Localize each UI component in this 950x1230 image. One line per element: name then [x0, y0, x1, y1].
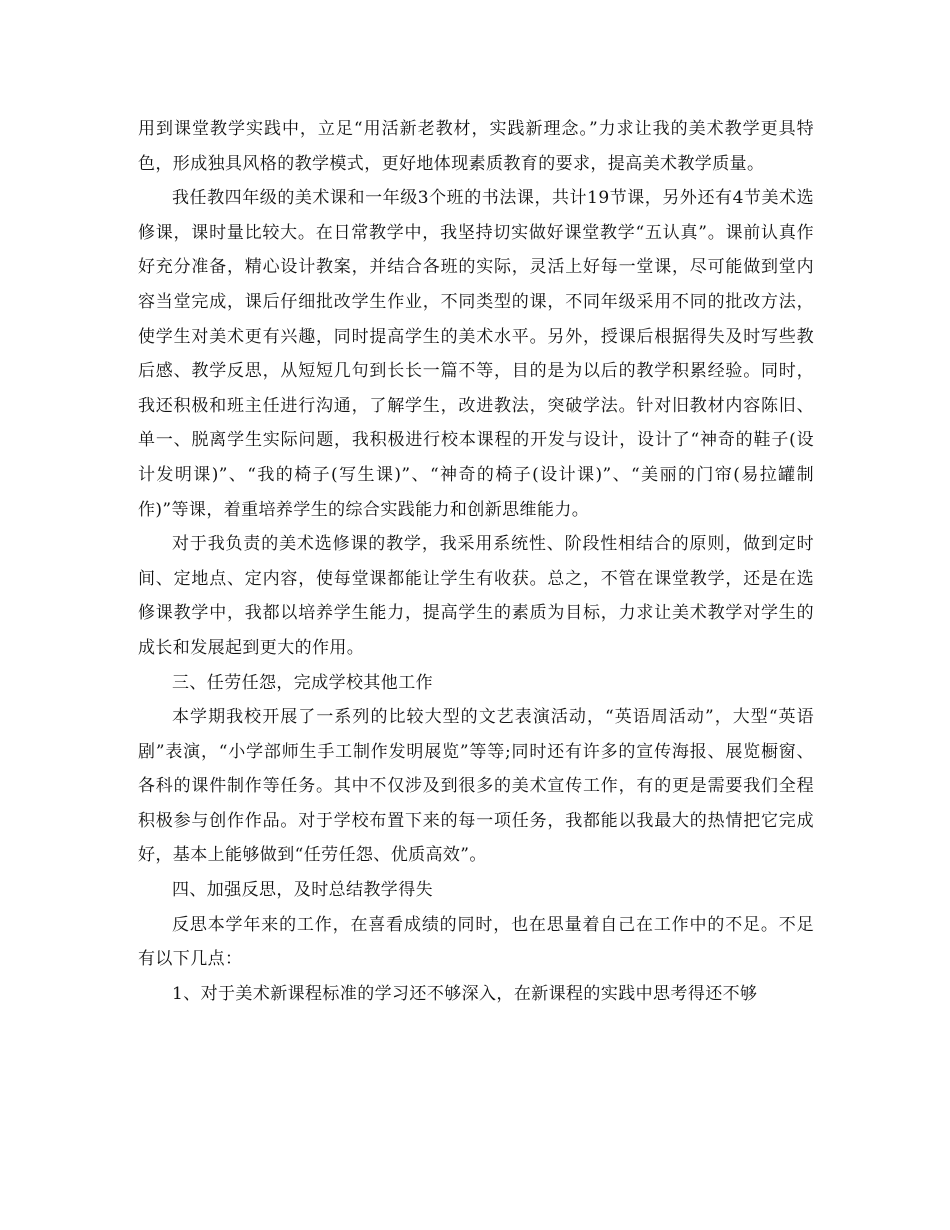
paragraph-elective-course: 对于我负责的美术选修课的教学，我采用系统性、阶段性相结合的原则，做到定时间、定地点、定内容，使每堂课都能让学生有收获。总之，不管在课堂教学，还是在选修课教学中，我都以培养学生能力，提高学生的素质为目标，力求让美术教学对学生的成长和发展起到更大的作用。 — [138, 534, 814, 658]
list-item-one: 1、对于美术新课程标准的学习还不够深入，在新课程的实践中思考得还不够 — [172, 983, 758, 1004]
paragraph-teaching-practice: 我任教四年级的美术课和一年级3个班的书法课，共计19节课，另外还有4节美术选修课，课时量比较大。在日常教学中，我坚持切实做好课堂教学“五认真”。课前认真作好充分准备，精心设计教案，并结合各班的实际，灵活上好每一堂课，尽可能做到堂内容当堂完成，课后仔细批改学生作业，不同类型的课，不同年级采用不同的批改方法，使学生对美术更有兴趣，同时提高学生的美术水平。另外，授课后根据得失及时写些教后感、教学反思，从短短几句到长长一篇不等，目的是为以后的教学积累经验。同时，我还积极和班主任进行沟通，了解学生，改进教法，突破学法。针对旧教材内容陈旧、单一、脱离学生实际问题，我积极进行校本课程的开发与设计，设计了“神奇的鞋子(设计发明课)”、“我的椅子(写生课)”、“神奇的椅子(设计课)”、“美丽的门帘(易拉罐制作)”等课，着重培养学生的综合实践能力和创新思维能力。 — [138, 188, 814, 520]
section-heading-three: 三、任劳任怨，完成学校其他工作 — [172, 672, 433, 693]
paragraph-reflection: 反思本学年来的工作，在喜看成绩的同时，也在思量着自己在工作中的不足。不足有以下几点： — [138, 914, 814, 970]
document-body — [138, 112, 814, 1011]
paragraph-continuation: 用到课堂教学实践中，立足“用活新老教材，实践新理念。”力求让我的美术教学更具特色，形成独具风格的教学模式，更好地体现素质教育的要求，提高美术教学质量。 — [138, 119, 814, 174]
section-heading-four: 四、加强反思，及时总结教学得失 — [172, 880, 433, 901]
paragraph-school-activities: 本学期我校开展了一系列的比较大型的文艺表演活动，“英语周活动”，大型“英语剧”表演，“小学部师生手工制作发明展览”等等;同时还有许多的宣传海报、展览橱窗、各科的课件制作等任务。其中不仅涉及到很多的美术宣传工作，有的更是需要我们全程积极参与创作作品。对于学校布置下来的每一项任务，我都能以我最大的热情把它完成好，基本上能够做到“任劳任怨、优质高效”。 — [138, 707, 814, 866]
